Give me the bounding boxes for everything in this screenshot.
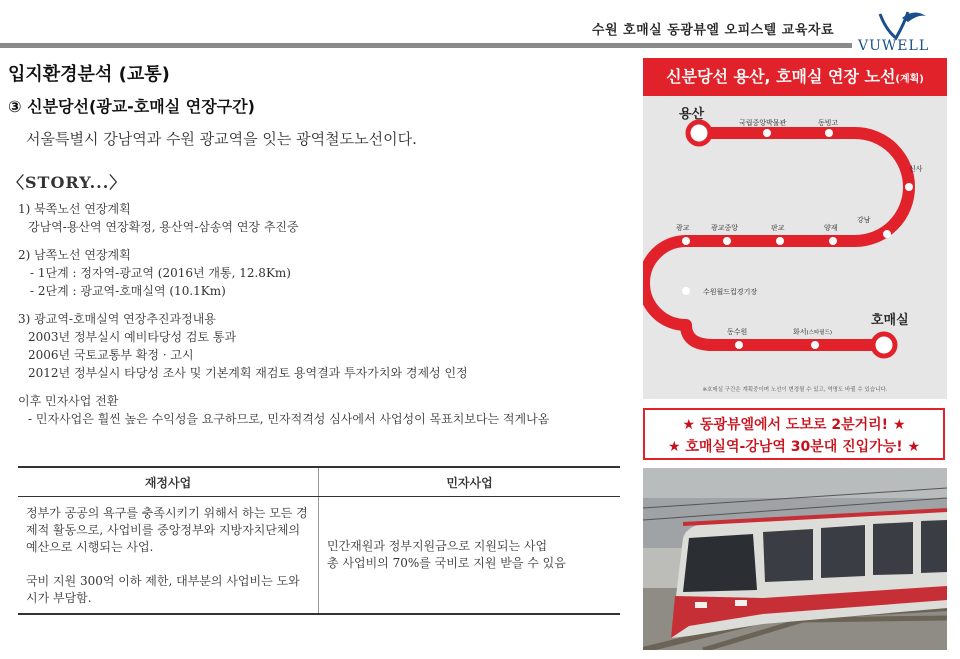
table-row [18, 497, 620, 615]
station-worldcup-marker [682, 287, 690, 295]
south-extension-step2: - 2단계 : 광교역-호매실역 (10.1Km) [30, 284, 226, 298]
station-yongsan-label: 용산 [679, 107, 705, 122]
private-conversion-body: - 민자사업은 훨씬 높은 수익성을 요구하므로, 민자적격성 심사에서 사업성이 목표치보다는 적게나옴 [28, 412, 550, 426]
station-yangjae-label: 양재 [824, 224, 838, 232]
table-header-private: 민자사업 [319, 467, 621, 497]
public-project-limit: 국비 지원 300억 이하 제한, 대부분의 사업비는 도와 시가 부담함. [26, 574, 300, 605]
north-extension-body: 강남역-용산역 연장확정, 용산역-삼송역 연장 추진중 [28, 220, 299, 234]
south-extension-step1: - 1단계 : 정자역-광교역 (2016년 개통, 12.8Km) [30, 266, 291, 280]
station-gwanggyo-marker [682, 237, 690, 245]
private-project-cell [319, 497, 621, 615]
station-gwanggyo-jungang-label: 광교중앙 [711, 224, 739, 232]
route-map-title-main: 신분당선 용산, 호매실 연장 노선 [666, 67, 896, 86]
station-dongsuwon-marker [735, 341, 743, 349]
sub-title: ③ 신분당선(광교-호매실 연장구간) [8, 97, 255, 116]
station-museum-marker [763, 129, 771, 137]
station-museum-label: 국립중앙박물관 [739, 119, 787, 127]
station-sinsa-label: 신사 [909, 165, 923, 173]
progress-item-2006: 2006년 국토교통부 확정 · 고시 [28, 348, 194, 362]
south-extension-title: 2) 남쪽노선 연장계획 [18, 248, 131, 262]
station-sinsa-marker [905, 183, 913, 191]
comparison-table [18, 466, 620, 615]
station-worldcup-label: 수원월드컵경기장 [703, 288, 758, 296]
station-gangnam-label: 강남 [857, 216, 871, 224]
private-project-desc: 민간재원과 정부지원금으로 지원되는 사업 [327, 539, 548, 553]
station-hwaseo-suffix: (스타필드) [806, 330, 833, 336]
story-label: 〈STORY...〉 [8, 173, 127, 192]
vuwell-logo [852, 10, 958, 54]
section-title: 입지환경분석 (교통) [8, 64, 170, 85]
train-image [643, 468, 947, 650]
walking-distance-callout [643, 408, 945, 460]
station-dongbinggo-marker [825, 129, 833, 137]
public-project-desc: 정부가 공공의 욕구를 충족시키기 위해서 하는 모든 경제적 활동으로, 사업비를 중앙정부와 지방자치단체의 예산으로 시행되는 사업. [26, 506, 308, 554]
station-dongbinggo-label: 동빙고 [818, 119, 839, 127]
north-extension-title: 1) 북쪽노선 연장계획 [18, 202, 131, 216]
station-yangjae-marker [829, 237, 837, 245]
station-homaesil-label: 호매실 [871, 313, 909, 328]
route-map [643, 58, 947, 399]
story-body [18, 200, 638, 438]
route-map-note: ※호매실 구간은 계획중이며 노선이 변경될 수 있고, 역명도 바뀔 수 있습니다. [702, 387, 888, 393]
route-map-title [643, 58, 947, 96]
station-gwanggyo-jungang-marker [723, 237, 731, 245]
station-hwaseo-name: 화서 [793, 328, 807, 336]
table-header-public: 재정사업 [18, 467, 319, 497]
logo-text: VUWELL [858, 38, 930, 54]
station-pangyo-marker [776, 237, 784, 245]
progress-title: 3) 광교역-호매실역 연장추진과정내용 [18, 312, 216, 326]
public-project-cell [18, 497, 319, 615]
station-homaesil-marker [873, 334, 895, 356]
station-hwaseo-marker [811, 341, 819, 349]
station-gangnam-marker [883, 230, 891, 238]
document-header-title: 수원 호매실 동광뷰엘 오피스텔 교육자료 [591, 23, 834, 38]
progress-item-2003: 2003년 정부실시 예비타당성 검토 통과 [28, 330, 237, 344]
train-photo [643, 468, 947, 650]
private-conversion-title: 이후 민자사업 전환 [18, 394, 119, 408]
station-gwanggyo-label: 광교 [676, 224, 690, 232]
route-map-title-suffix: (계획) [895, 74, 924, 85]
route-map-graphic [643, 96, 947, 396]
station-hwaseo-label [793, 327, 832, 336]
station-yongsan-marker [688, 122, 710, 144]
header-divider [0, 43, 852, 48]
station-pangyo-label: 판교 [771, 224, 785, 232]
logo-mark-icon [874, 10, 934, 40]
private-project-support: 총 사업비의 70%를 국비로 지원 받을 수 있음 [327, 556, 566, 570]
station-dongsuwon-label: 동수원 [727, 328, 748, 336]
callout-line-2: ★ 호매실역-강남역 30분대 진입가능! ★ [667, 439, 921, 455]
table-header-row [18, 467, 620, 497]
progress-item-2012: 2012년 정부실시 타당성 조사 및 기본계획 재검토 용역결과 투자가치와 경제성 인정 [28, 366, 468, 380]
callout-line-1: ★ 동광뷰엘에서 도보로 2분거리! ★ [682, 417, 906, 433]
intro-text: 서울특별시 강남역과 수원 광교역을 잇는 광역철도노선이다. [26, 130, 417, 148]
